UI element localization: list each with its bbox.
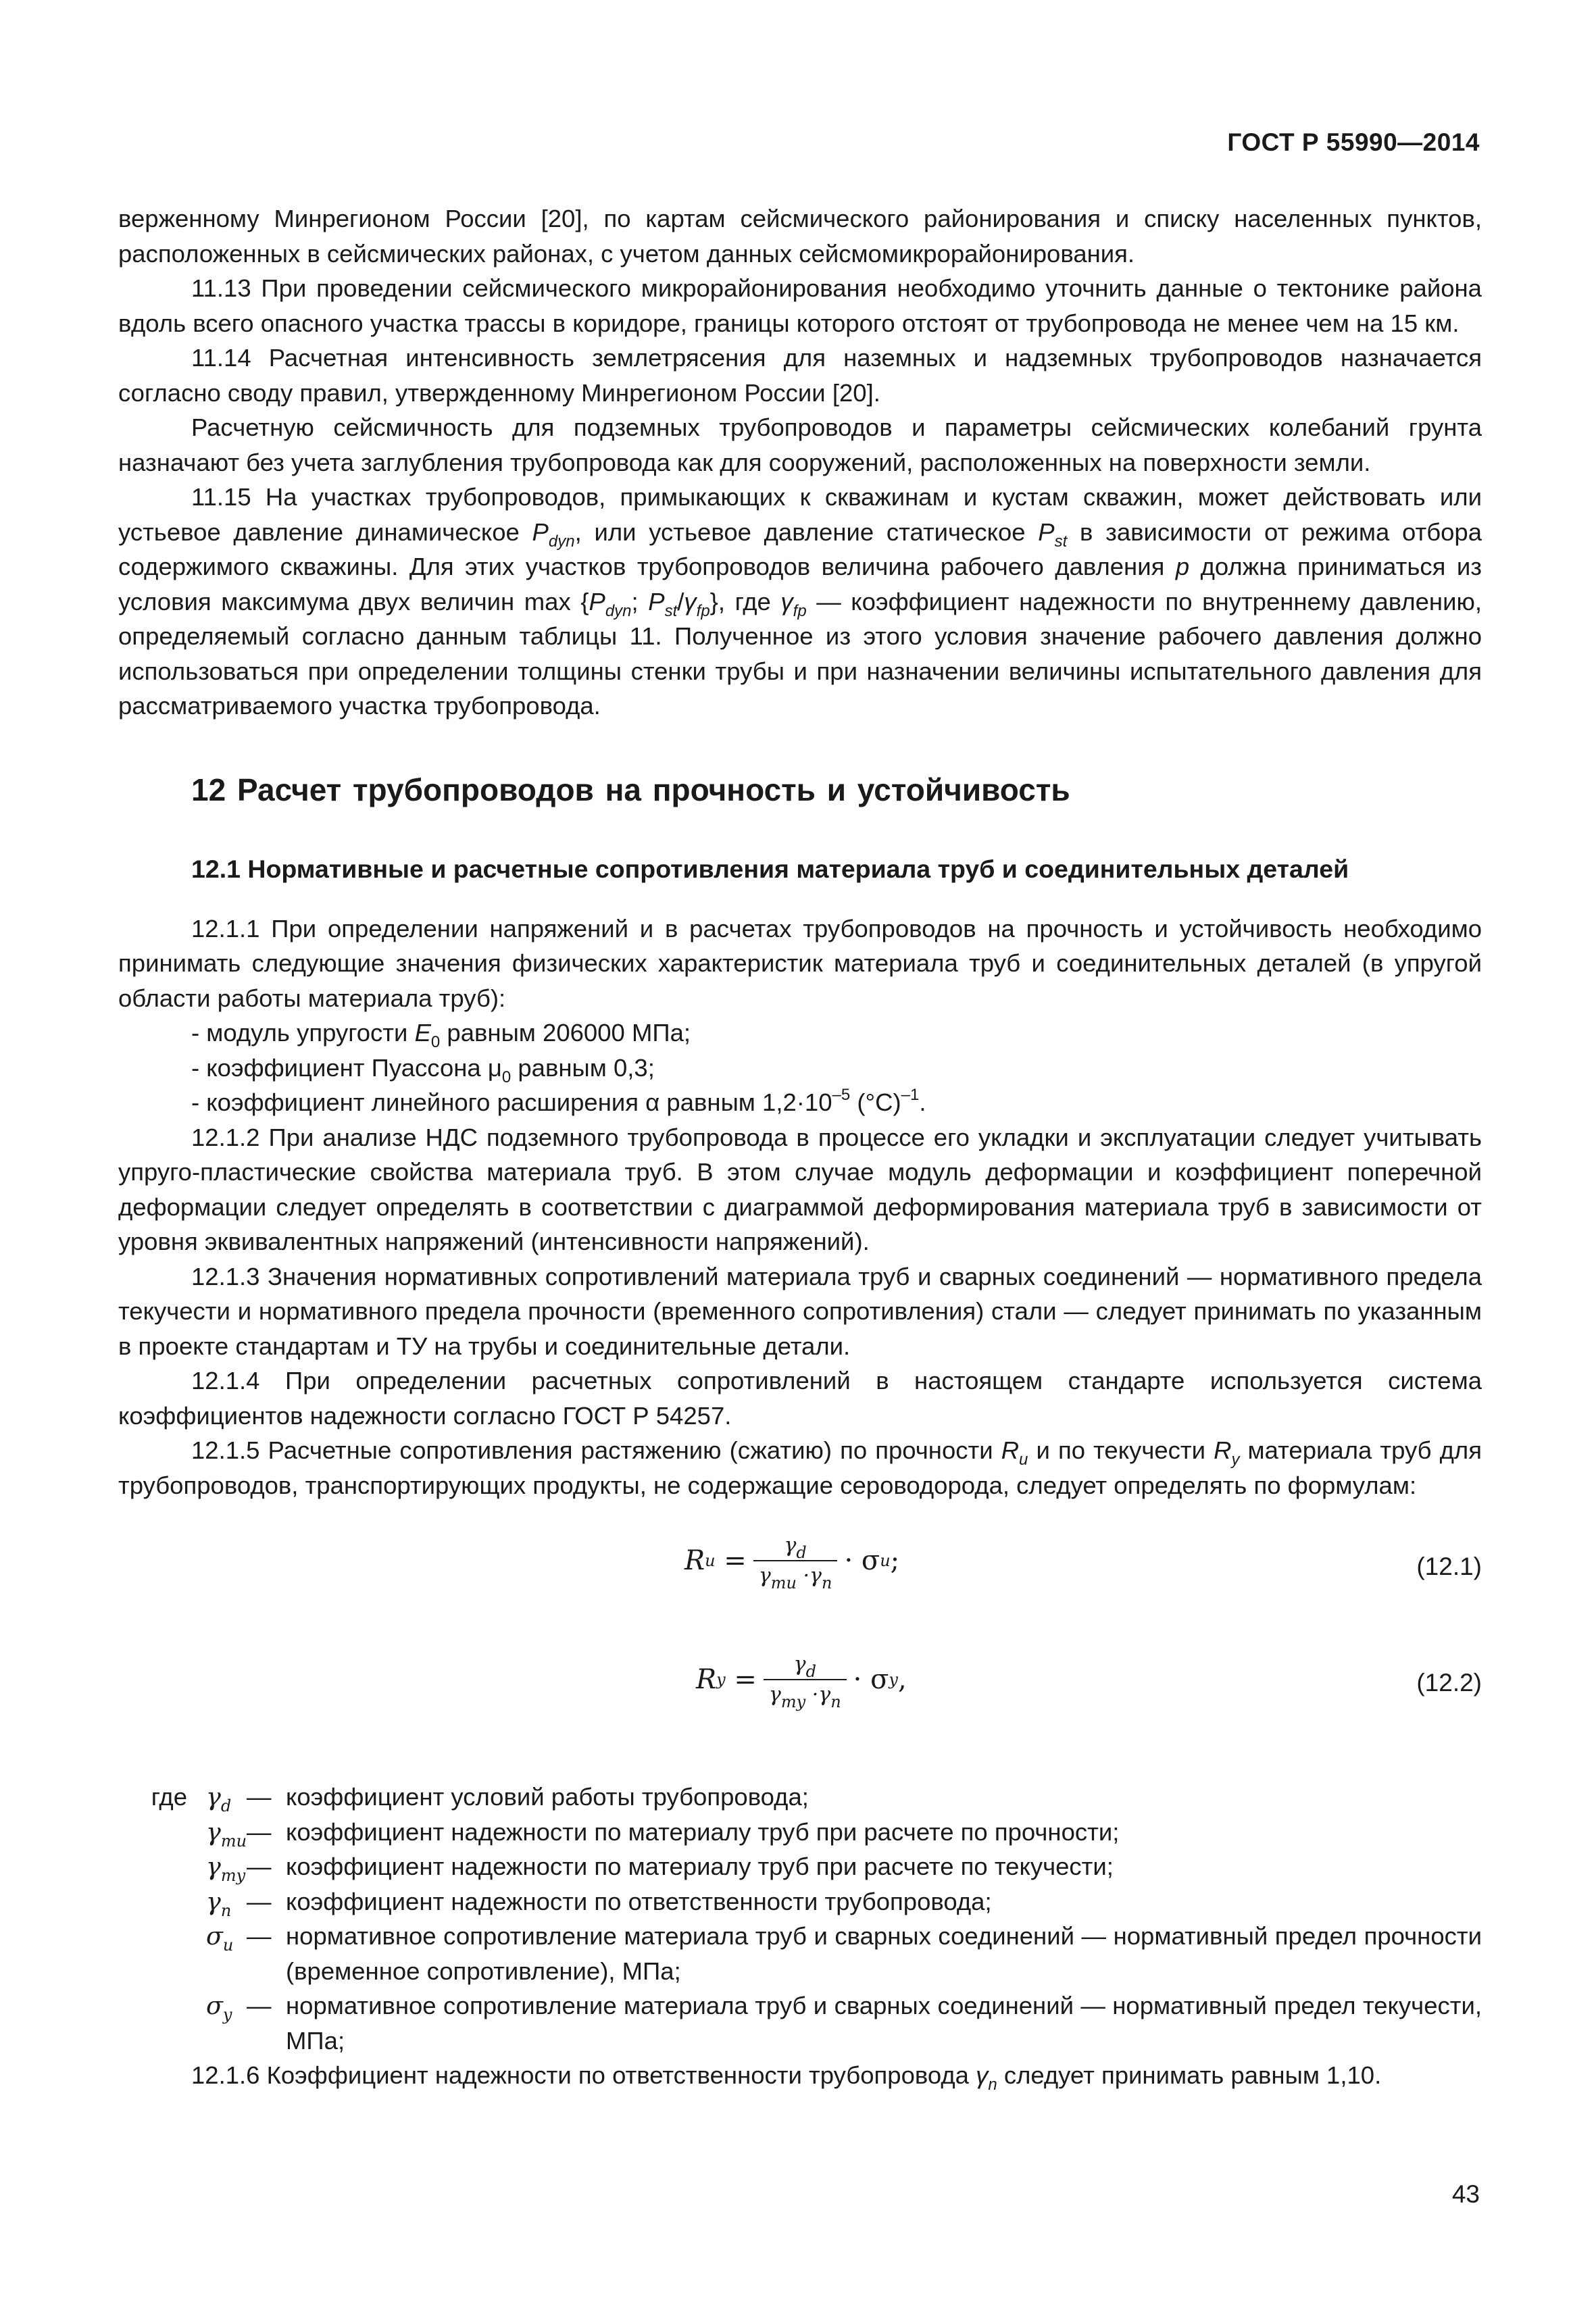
paragraph-continued: верженному Минрегионом России [20], по картам сейсмического районирования и списку населенных пунктов, расположенных в сейсмических районах, с учетом данных сейсмомикрорайонирования. [118, 205, 1482, 268]
paragraph-12-1-5: 12.1.5 Расчетные сопротивления растяжению (сжатию) по прочности $R_u$ и по текучести $R_y$ материала труб для трубопроводов, транспортирующих продукты, не содержащие сероводорода, следует определять по формулам: [118, 1436, 1482, 1499]
list-item-poisson: - коэффициент Пуассона $\mu_0$ равным 0,3; [191, 1053, 655, 1086]
list-item-expansion: - коэффициент линейного расширения α равным $1,2\cdot 10^{-5}$ $(^\circ C)^{-1}$. [191, 1086, 926, 1116]
legend-row: $\gamma_n$ — коэффициент надежности по ответственности трубопровода; [206, 1886, 992, 1920]
legend-row: $\sigma_u$ — нормативное сопротивление материала труб и сварных соединений — нормативный предел прочности (временное сопротивление), МПа; [206, 1921, 1482, 1985]
list-item-elastic-modulus: - модуль упругости $E_0$ равным 206000 МПа; [191, 1019, 691, 1051]
legend-row: $\sigma_y$ — нормативное сопротивление материала труб и сварных соединений — нормативный предел текучести, МПа; [206, 1991, 1482, 2055]
formula-12-2-expression: R y = $\frac{\gamma_d}{\gamma_{my} \cdot\gamma_n}$ · σ y , [696, 1653, 907, 1711]
section-12-title: 12 Расчет трубопроводов на прочность и устойчивость [191, 772, 1070, 807]
formula-12-1-expression: R u = $\frac{\gamma_d}{\gamma_{mu} \cdot\gamma_n}$ · σ u ; [684, 1534, 900, 1592]
paragraph-12-1-6: 12.1.6 Коэффициент надежности по ответственности трубопровода $\gamma_n$ следует принимать равным 1,10. [191, 2061, 1382, 2094]
subsection-12-1-title: 12.1 Нормативные и расчетные сопротивления материала труб и соединительных деталей [191, 854, 1349, 883]
paragraph-12-1-2: 12.1.2 При анализе НДС подземного трубопровода в процессе его укладки и эксплуатации следует учитывать упруго-пластические свойства материала труб. В этом случае модуль деформации и коэффициент поперечной деформации следует определять в соответствии с диаграммой деформирования материала труб в зависимости от уровня эквивалентных напряжений (интенсивности напряжений). [118, 1123, 1482, 1255]
document-body [118, 201, 1482, 2093]
legend-row: $\gamma_{my}$ — коэффициент надежности по материалу труб при расчете по текучести; [206, 1852, 1114, 1885]
paragraph-12-1-4: 12.1.4 При определении расчетных сопротивлений в настоящем стандарте используется система коэффициентов надежности согласно ГОСТ Р 54257. [118, 1367, 1482, 1430]
legend-where-label: где [151, 1783, 187, 1811]
document-header-id: ГОСТ Р 55990—2014 [1227, 128, 1480, 156]
legend-row: где $\gamma_d$ — коэффициент условий работы трубопровода; [118, 1780, 1482, 1815]
page-number: 43 [1451, 2180, 1480, 2208]
formula-legend [118, 1780, 1482, 2058]
paragraph-11-15: 11.15 На участках трубопроводов, примыкающих к скважинам и кустам скважин, может действовать или устьевое давление динамическое $P_{dyn}$, или устьевое давление статическое $P_{st}$ в зависимости от режима отбора содержимого скважины. Для этих участков трубопроводов величина рабочего давления p должна приниматься из условия максимума двух величин $\max \{P_{dyn}$; $P_{st}/\gamma_{fp}$}, где $\gamma_{fp}$ — коэффициент надежности по внутреннему давлению, определяемый согласно данным таблицы 11. Полученное из этого условия значение рабочего давления должно использоваться при определении толщины стенки трубы и при назначении величины испытательного давления для рассматриваемого участка трубопровода. [118, 483, 1482, 720]
formula-12-1 [118, 1527, 1482, 1628]
formula-12-2-number: (12.2) [1416, 1669, 1482, 1696]
paragraph-11-14: 11.14 Расчетная интенсивность землетрясения для наземных и надземных трубопроводов назначается согласно своду правил, утвержденному Минрегионом России [20]. [118, 344, 1482, 407]
paragraph-12-1-1: 12.1.1 При определении напряжений и в расчетах трубопроводов на прочность и устойчивость необходимо принимать следующие значения физических характеристик материала труб и соединительных деталей (в упругой области работы материала труб): [118, 914, 1482, 1012]
paragraph-11-13: 11.13 При проведении сейсмического микрорайонирования необходимо уточнить данные о тектонике района вдоль всего опасного участка трассы в коридоре, границы которого отстоят от трубопровода не менее чем на 15 км. [118, 274, 1482, 337]
legend-row: $\gamma_{mu}$ — коэффициент надежности по материалу труб при расчете по прочности; [206, 1817, 1120, 1851]
paragraph-seismic-underground: Расчетную сейсмичность для подземных трубопроводов и параметры сейсмических колебаний грунта назначают без учета заглубления трубопровода как для сооружений, расположенных на поверхности земли. [118, 413, 1482, 476]
formula-12-2 [118, 1653, 1482, 1754]
paragraph-12-1-3: 12.1.3 Значения нормативных сопротивлений материала труб и сварных соединений — нормативного предела текучести и нормативного предела прочности (временного сопротивления) стали — следует принимать по указанным в проекте стандартам и ТУ на трубы и соединительные детали. [118, 1262, 1482, 1360]
formula-12-1-number: (12.1) [1416, 1553, 1482, 1580]
